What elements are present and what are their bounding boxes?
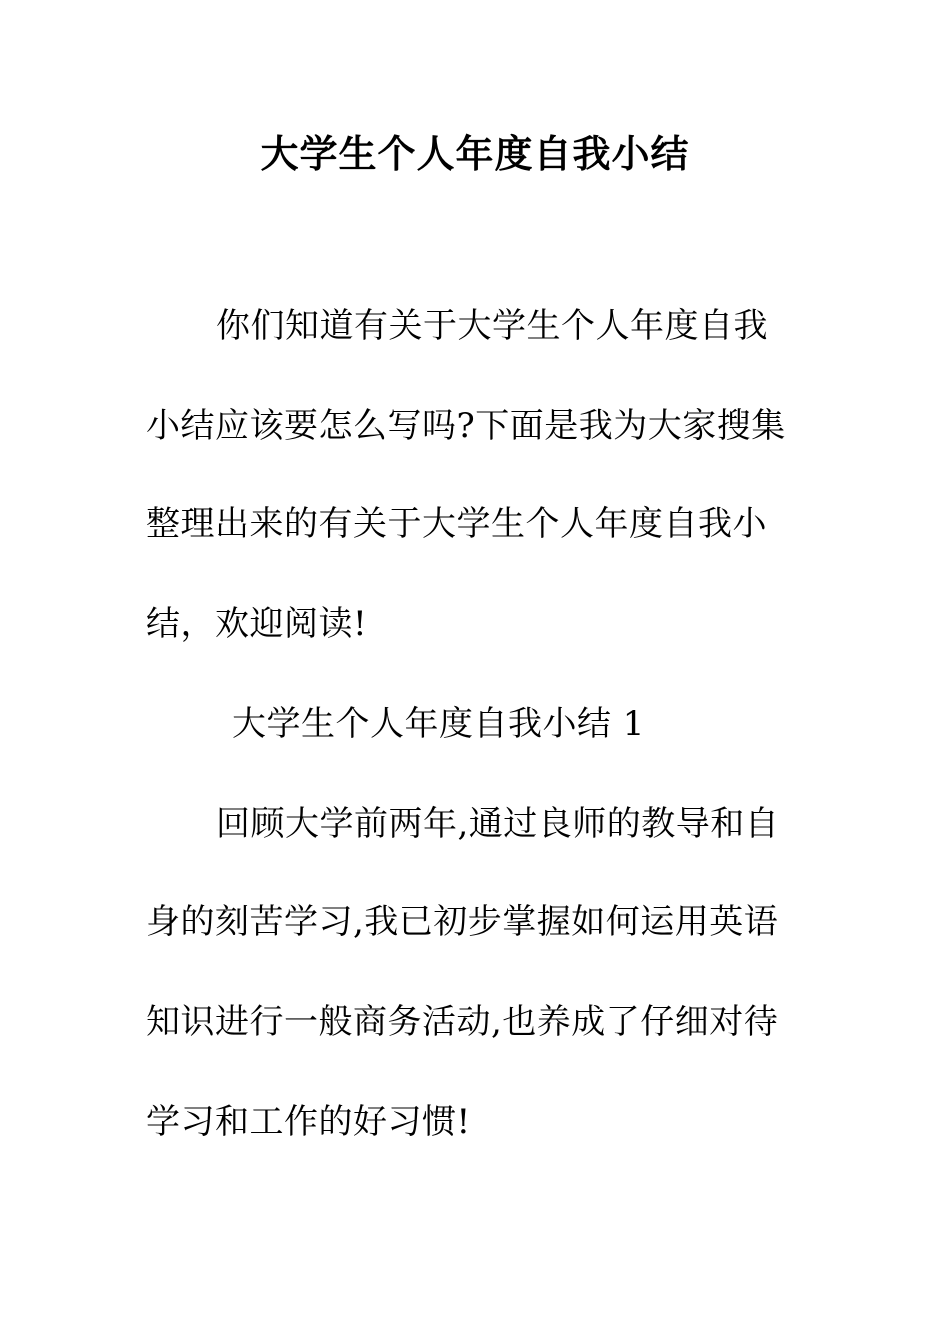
body-line-2: 身的刻苦学习,我已初步掌握如何运用英语 <box>146 902 779 942</box>
intro-line-4: 结，欢迎阅读! <box>146 604 368 644</box>
body-line-1: 回顾大学前两年,通过良师的教导和自 <box>216 804 780 844</box>
body-line-4: 学习和工作的好习惯! <box>146 1102 471 1142</box>
intro-line-2: 小结应该要怎么写吗?下面是我为大家搜集 <box>146 406 786 446</box>
section-heading: 大学生个人年度自我小结 1 <box>232 704 645 744</box>
intro-line-1: 你们知道有关于大学生个人年度自我 <box>216 306 768 346</box>
body-line-3: 知识进行一般商务活动,也养成了仔细对待 <box>146 1002 779 1042</box>
document-title: 大学生个人年度自我小结 <box>260 131 690 176</box>
intro-line-3: 整理出来的有关于大学生个人年度自我小 <box>146 504 767 544</box>
